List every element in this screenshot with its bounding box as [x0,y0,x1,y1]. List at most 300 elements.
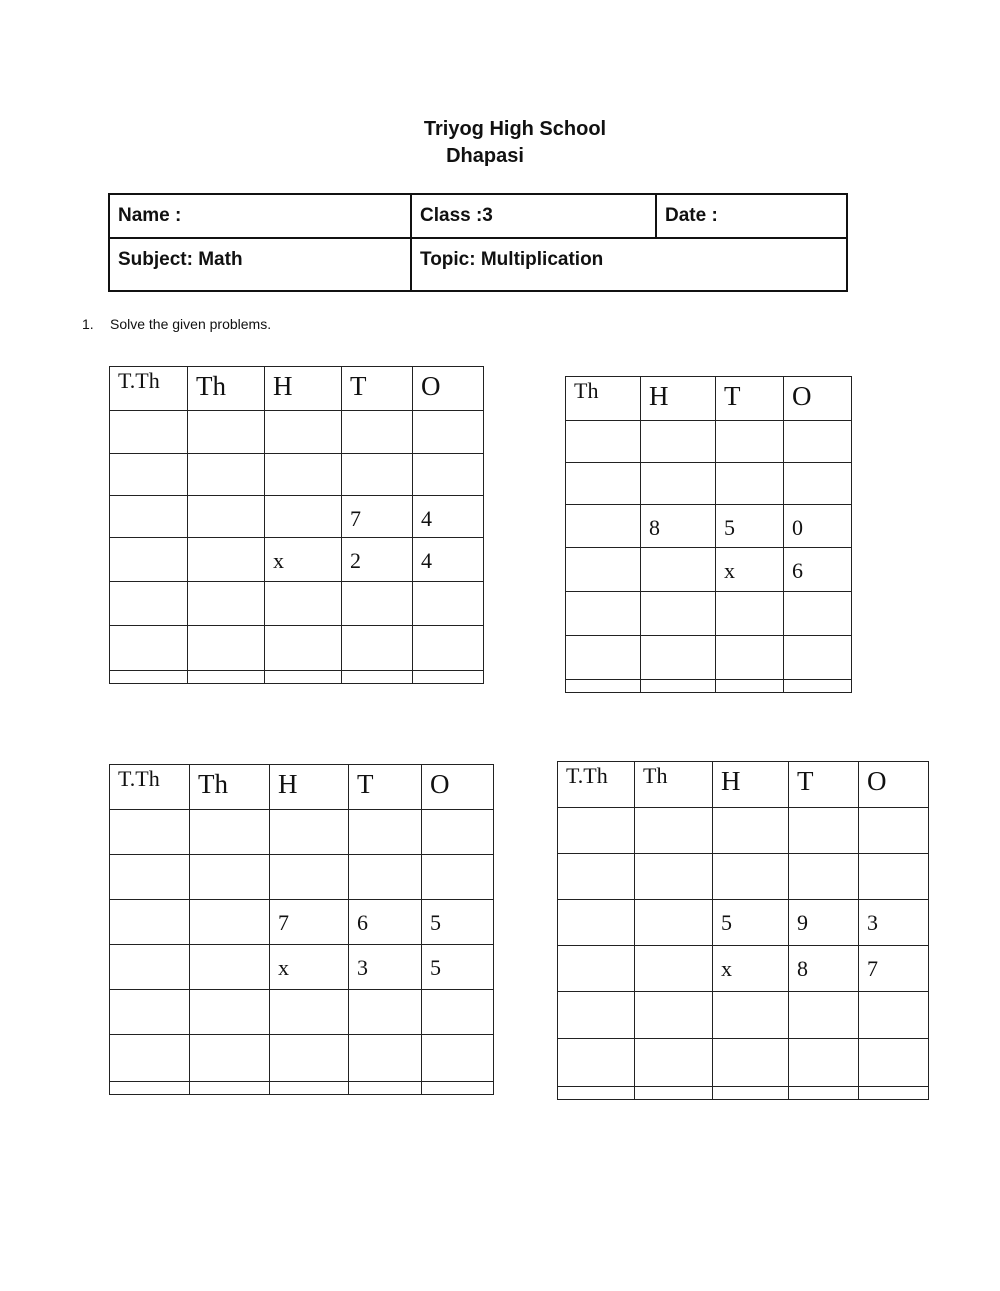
cell-value [421,454,483,466]
cell-value: 3 [357,955,368,980]
cell-value [797,992,858,1004]
answer-cell[interactable] [349,1035,422,1082]
instruction-text: Solve the given problems. [110,316,272,332]
cell-value [566,900,634,912]
answer-cell[interactable] [270,945,349,990]
place-value-header [188,367,265,411]
answer-cell[interactable] [859,854,929,900]
answer-cell[interactable] [110,810,190,855]
answer-cell[interactable] [789,900,859,946]
cell-value [430,855,493,867]
cell-value [867,1039,928,1051]
answer-cell[interactable] [558,808,635,854]
place-value-header [713,762,789,808]
answer-cell[interactable] [789,1087,859,1100]
cell-value [357,810,421,822]
instruction [82,316,271,332]
school-location: Dhapasi [446,145,524,167]
grid-row [110,1082,494,1095]
answer-cell[interactable] [110,496,188,538]
cell-value [643,1087,712,1099]
answer-cell[interactable] [859,1087,929,1100]
answer-cell[interactable] [422,855,494,900]
answer-cell[interactable] [784,463,852,505]
cell-value [273,496,341,508]
cell-value [574,592,640,604]
answer-cell[interactable] [716,505,784,548]
grid-row [110,454,484,496]
answer-cell[interactable] [713,900,789,946]
answer-cell[interactable] [558,992,635,1039]
problem-grid-3 [109,764,494,1095]
answer-cell[interactable] [566,680,641,693]
cell-value [196,671,264,683]
answer-cell[interactable] [641,463,716,505]
answer-cell[interactable] [265,411,342,454]
cell-value [118,1082,189,1094]
cell-value [566,854,634,866]
answer-cell[interactable] [859,900,929,946]
answer-cell[interactable] [190,855,270,900]
answer-cell[interactable] [641,636,716,680]
answer-cell[interactable] [190,810,270,855]
answer-cell[interactable] [110,411,188,454]
answer-cell[interactable] [110,855,190,900]
answer-cell[interactable] [342,582,413,626]
answer-cell[interactable] [635,854,713,900]
cell-value [196,411,264,423]
answer-cell[interactable] [635,1087,713,1100]
cell-value [273,582,341,594]
answer-cell[interactable] [635,900,713,946]
cell-value [566,946,634,958]
answer-cell[interactable] [558,946,635,992]
cell-value [198,1082,269,1094]
answer-cell[interactable] [188,538,265,582]
cell-value [196,626,264,638]
cell-value [350,454,412,466]
answer-cell[interactable] [566,548,641,592]
cell-value [273,454,341,466]
answer-cell[interactable] [349,855,422,900]
place-value-header-row [558,762,929,808]
cell-value [118,810,189,822]
cell-value [357,1082,421,1094]
answer-cell[interactable] [188,671,265,684]
header-label: T [797,766,814,796]
answer-cell[interactable] [110,538,188,582]
cell-value [421,411,483,423]
header-label: T.Th [566,763,608,788]
cell-value [118,671,187,683]
grid-row [566,421,852,463]
cell-value [196,454,264,466]
cell-value [867,1087,928,1099]
date-field[interactable]: Date : [656,194,847,238]
cell-value [278,1082,348,1094]
answer-cell[interactable] [789,1039,859,1087]
cell-value [273,411,341,423]
answer-cell[interactable] [716,548,784,592]
school-name: Triyog High School [423,118,607,140]
cell-value [118,1035,189,1047]
header-label: T [724,381,741,411]
cell-value [724,421,783,433]
answer-cell[interactable] [716,421,784,463]
cell-value [574,548,640,560]
cell-value [566,1039,634,1051]
answer-cell[interactable] [566,463,641,505]
answer-cell[interactable] [342,626,413,671]
grid-row [558,992,929,1039]
answer-cell[interactable] [713,854,789,900]
answer-cell[interactable] [422,990,494,1035]
header-label: O [867,766,887,796]
answer-cell[interactable] [349,1082,422,1095]
cell-value [867,992,928,1004]
answer-cell[interactable] [784,680,852,693]
answer-cell[interactable] [859,1039,929,1087]
answer-cell[interactable] [413,626,484,671]
answer-cell[interactable] [713,1087,789,1100]
answer-cell[interactable] [188,411,265,454]
answer-cell[interactable] [566,636,641,680]
cell-value [430,1082,493,1094]
cell-value [421,626,483,638]
answer-cell[interactable] [270,1082,349,1095]
cell-value [867,854,928,866]
grid-row [110,671,484,684]
cell-value [643,992,712,1004]
grid-row [558,946,929,992]
cell-value [421,582,483,594]
place-value-header [190,765,270,810]
grid-row [558,854,929,900]
answer-cell[interactable] [784,421,852,463]
answer-cell[interactable] [190,1035,270,1082]
answer-cell[interactable] [265,626,342,671]
answer-cell[interactable] [558,1039,635,1087]
cell-value: 7 [867,956,878,981]
answer-cell[interactable] [789,992,859,1039]
answer-cell[interactable] [558,900,635,946]
grid-row [558,1039,929,1087]
header-label: H [721,766,741,796]
cell-value [118,411,187,423]
answer-cell[interactable] [190,900,270,945]
cell-value [118,945,189,957]
answer-cell[interactable] [784,592,852,636]
answer-cell[interactable] [190,1082,270,1095]
cell-value [118,454,187,466]
header-label: O [421,371,441,401]
answer-cell[interactable] [342,671,413,684]
cell-value: 3 [867,910,878,935]
grid-row [566,463,852,505]
answer-cell[interactable] [110,582,188,626]
place-value-header [422,765,494,810]
cell-value [643,1039,712,1051]
cell-value [118,496,187,508]
answer-cell[interactable] [265,671,342,684]
grid-row [110,538,484,582]
answer-cell[interactable] [859,946,929,992]
cell-value [574,463,640,475]
answer-cell[interactable] [265,454,342,496]
answer-cell[interactable] [566,592,641,636]
answer-cell[interactable] [422,1082,494,1095]
answer-cell[interactable] [342,411,413,454]
cell-value [643,854,712,866]
cell-value [357,855,421,867]
cell-value [350,671,412,683]
cell-value [649,421,715,433]
cell-value [649,592,715,604]
answer-cell[interactable] [270,810,349,855]
cell-value: 5 [721,910,732,935]
header-label: Th [643,763,668,788]
answer-cell[interactable] [422,810,494,855]
header-label: T [357,769,374,799]
answer-cell[interactable] [713,1039,789,1087]
answer-cell[interactable] [413,496,484,538]
cell-value: 8 [797,956,808,981]
answer-cell[interactable] [413,582,484,626]
cell-value [724,680,783,692]
answer-cell[interactable] [188,582,265,626]
answer-cell[interactable] [784,548,852,592]
answer-cell[interactable] [641,421,716,463]
answer-cell[interactable] [110,1035,190,1082]
answer-cell[interactable] [349,990,422,1035]
cell-value [350,582,412,594]
answer-cell[interactable] [413,538,484,582]
answer-cell[interactable] [789,808,859,854]
cell-value [649,680,715,692]
cell-value [649,463,715,475]
place-value-header [784,377,852,421]
answer-cell[interactable] [270,1035,349,1082]
cell-value [198,810,269,822]
answer-cell[interactable] [270,855,349,900]
grid-row [110,810,494,855]
cell-value [797,854,858,866]
answer-cell[interactable] [859,808,929,854]
cell-value [430,990,493,1002]
answer-cell[interactable] [641,592,716,636]
place-value-header-row [110,367,484,411]
answer-cell[interactable] [789,854,859,900]
grid-row [566,548,852,592]
answer-cell[interactable] [558,1087,635,1100]
cell-value [357,1035,421,1047]
cell-value [721,992,788,1004]
answer-cell[interactable] [566,421,641,463]
topic-field: Topic: Multiplication [411,238,847,291]
cell-value [797,808,858,820]
grid-row [110,411,484,454]
answer-cell[interactable] [635,946,713,992]
answer-cell[interactable] [713,946,789,992]
cell-value [118,626,187,638]
cell-value [643,900,712,912]
answer-cell[interactable] [713,992,789,1039]
cell-value [643,808,712,820]
answer-cell[interactable] [413,411,484,454]
cell-value [649,636,715,648]
cell-value: 5 [724,515,735,540]
answer-cell[interactable] [188,496,265,538]
answer-cell[interactable] [789,946,859,992]
answer-cell[interactable] [716,680,784,693]
student-info-table [108,193,848,292]
header-label: Th [196,371,226,401]
place-value-header [413,367,484,411]
grid-row [110,496,484,538]
grid-row [566,680,852,693]
answer-cell[interactable] [784,505,852,548]
answer-cell[interactable] [110,1082,190,1095]
cell-value [574,505,640,517]
answer-cell[interactable] [265,496,342,538]
answer-cell[interactable] [641,680,716,693]
answer-cell[interactable] [349,945,422,990]
header-label: T.Th [118,368,160,393]
cell-value [196,538,264,550]
cell-value [724,636,783,648]
header-label: H [273,371,293,401]
answer-cell[interactable] [265,538,342,582]
answer-cell[interactable] [110,626,188,671]
grid-row [566,636,852,680]
answer-cell[interactable] [635,1039,713,1087]
answer-cell[interactable] [110,454,188,496]
answer-cell[interactable] [641,548,716,592]
answer-cell[interactable] [641,505,716,548]
answer-cell[interactable] [188,626,265,671]
answer-cell[interactable] [188,454,265,496]
cell-value [574,636,640,648]
cell-value [566,1087,634,1099]
cell-value [797,1087,858,1099]
answer-cell[interactable] [413,671,484,684]
cell-value [566,992,634,1004]
cell-value [724,592,783,604]
answer-cell[interactable] [342,496,413,538]
place-value-header [265,367,342,411]
answer-cell[interactable] [270,900,349,945]
cell-value [273,671,341,683]
answer-cell[interactable] [716,592,784,636]
cell-value [792,680,851,692]
cell-value [430,810,493,822]
grid-row [110,990,494,1035]
answer-cell[interactable] [190,990,270,1035]
cell-value [724,463,783,475]
answer-cell[interactable] [716,636,784,680]
answer-cell[interactable] [342,454,413,496]
answer-cell[interactable] [566,505,641,548]
cell-value: 6 [792,558,803,583]
place-value-header [270,765,349,810]
problem-grid-2 [565,376,852,693]
answer-cell[interactable] [784,636,852,680]
place-value-header [342,367,413,411]
answer-cell[interactable] [713,808,789,854]
header-label: Th [198,769,228,799]
answer-cell[interactable] [342,538,413,582]
header-label: T.Th [118,766,160,791]
cell-value: 5 [430,910,441,935]
cell-value: 5 [430,955,441,980]
answer-cell[interactable] [635,808,713,854]
cell-value: 2 [350,548,361,573]
cell-value [118,855,189,867]
problem-grid-4 [557,761,929,1100]
cell-value [196,496,264,508]
cell-value: 9 [797,910,808,935]
answer-cell[interactable] [349,900,422,945]
answer-cell[interactable] [413,454,484,496]
cell-value: 7 [278,910,289,935]
cell-value [198,945,269,957]
answer-cell[interactable] [558,854,635,900]
grid-row [110,582,484,626]
answer-cell[interactable] [110,900,190,945]
cell-value: 0 [792,515,803,540]
grid-row [110,855,494,900]
cell-value [118,900,189,912]
cell-value [721,1039,788,1051]
cell-value: x [273,548,284,573]
answer-cell[interactable] [422,945,494,990]
cell-value [118,990,189,1002]
cell-value [867,808,928,820]
cell-value: 4 [421,506,432,531]
cell-value: 7 [350,506,361,531]
answer-cell[interactable] [110,945,190,990]
place-value-header-row [110,765,494,810]
cell-value: x [278,955,289,980]
cell-value: 8 [649,515,660,540]
cell-value [721,854,788,866]
cell-value [797,1039,858,1051]
header-label: O [430,769,450,799]
answer-cell[interactable] [422,1035,494,1082]
header-label: Th [574,378,599,403]
answer-cell[interactable] [265,582,342,626]
answer-cell[interactable] [635,992,713,1039]
cell-value [792,421,851,433]
answer-cell[interactable] [349,810,422,855]
answer-cell[interactable] [422,900,494,945]
answer-cell[interactable] [110,990,190,1035]
cell-value [357,990,421,1002]
cell-value [278,990,348,1002]
name-field[interactable]: Name : [109,194,411,238]
place-value-header [110,765,190,810]
grid-row [110,900,494,945]
answer-cell[interactable] [190,945,270,990]
cell-value [643,946,712,958]
answer-cell[interactable] [859,992,929,1039]
cell-value [649,548,715,560]
answer-cell[interactable] [270,990,349,1035]
cell-value [350,626,412,638]
header-label: H [278,769,298,799]
answer-cell[interactable] [716,463,784,505]
answer-cell[interactable] [110,671,188,684]
